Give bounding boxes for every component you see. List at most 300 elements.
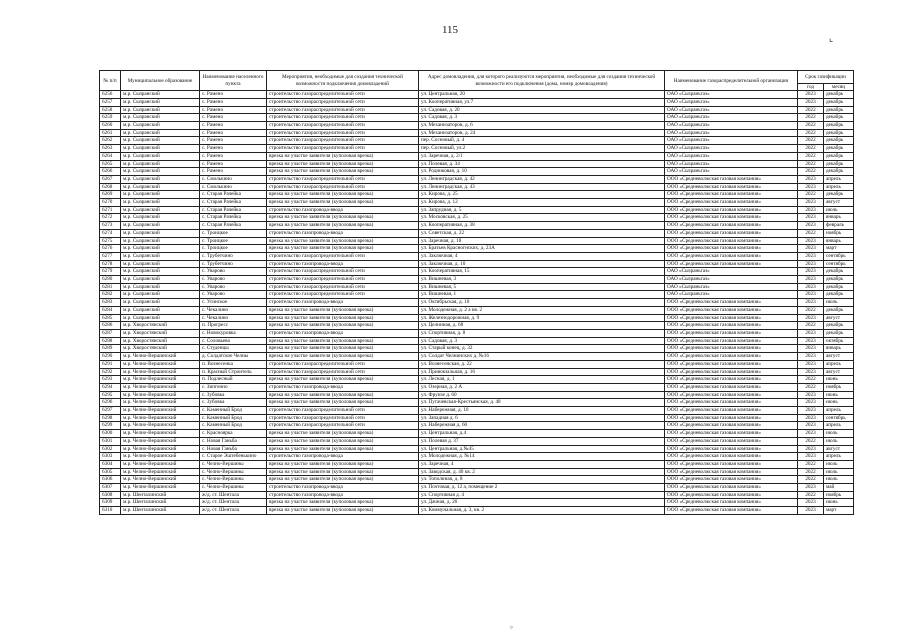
organization-cell: ООО «Средневолжская газовая компания» [665, 437, 798, 445]
year-cell: 2023 [798, 268, 824, 276]
settlement-cell: п. Красный Строитель [200, 368, 267, 376]
row-number: 6282 [100, 291, 121, 299]
row-number: 6272 [100, 214, 121, 222]
measure-cell: строительство газораспределительной сети [267, 122, 419, 130]
measure-cell: строительство газораспределительной сети [267, 276, 419, 284]
table-row [100, 260, 854, 268]
organization-cell: ООО «Средневолжская газовая компания» [665, 229, 798, 237]
year-cell: 2023 [798, 507, 824, 515]
row-number: 6269 [100, 191, 121, 199]
year-cell: 2023 [798, 445, 824, 453]
address-cell: ул. Привокзальная, д. 16 [419, 368, 665, 376]
municipality-cell: м.р. Сызранский [121, 206, 200, 214]
measure-cell: врезка на участке заявителя (куполовая врезка) [267, 152, 419, 160]
settlement-cell: с. Рамено [200, 137, 267, 145]
month-cell: декабрь [824, 330, 854, 338]
address-cell: ул. Садовая, д. 3 [419, 337, 665, 345]
year-cell: 2023 [798, 422, 824, 430]
address-cell: ул. Солдат Челнинских д. №16 [419, 353, 665, 361]
settlement-cell: с. Старая Рачейка [200, 214, 267, 222]
municipality-cell: м.р. Сызранский [121, 160, 200, 168]
municipality-cell: м.р. Сызранский [121, 152, 200, 160]
row-number: 6264 [100, 152, 121, 160]
table-row [100, 353, 854, 361]
organization-cell: ООО «Средневолжская газовая компания» [665, 337, 798, 345]
row-number: 6302 [100, 445, 121, 453]
settlement-cell: ж/д. ст. Шентала [200, 491, 267, 499]
table-row [100, 183, 854, 191]
year-cell: 2023 [798, 414, 824, 422]
month-cell: март [824, 245, 854, 253]
address-cell: ул. Лесная, д. 1 [419, 376, 665, 384]
organization-cell: ООО «Средневолжская газовая компания» [665, 175, 798, 183]
row-number: 6288 [100, 337, 121, 345]
table-row [100, 98, 854, 106]
address-cell: ул. Старый конец, д. 32 [419, 345, 665, 353]
row-number: 6286 [100, 322, 121, 330]
organization-cell: ООО «Средневолжская газовая компания» [665, 222, 798, 230]
row-number: 6273 [100, 222, 121, 230]
municipality-cell: м.р. Челно-Вершинский [121, 468, 200, 476]
settlement-cell: с. Трубетчино [200, 252, 267, 260]
year-cell: 2023 [798, 183, 824, 191]
address-cell: ул. Механизаторов, д. 6 [419, 122, 665, 130]
year-cell: 2023 [798, 91, 824, 99]
address-cell: ул. Кооперативная, 15 [419, 268, 665, 276]
address-cell: ул. Кооперативная, ул.7 [419, 98, 665, 106]
municipality-cell: м.р. Челно-Вершинский [121, 445, 200, 453]
municipality-cell: м.р. Сызранский [121, 283, 200, 291]
row-number: 6285 [100, 314, 121, 322]
row-number: 6303 [100, 453, 121, 461]
row-number: 6289 [100, 345, 121, 353]
organization-cell: ОАО «Сызраньгаз» [665, 129, 798, 137]
month-cell: декабрь [824, 283, 854, 291]
row-number: 6257 [100, 98, 121, 106]
month-cell: апрель [824, 175, 854, 183]
municipality-cell: м.р. Сызранский [121, 260, 200, 268]
month-cell: январь [824, 214, 854, 222]
year-cell: 2023 [798, 360, 824, 368]
row-number: 6268 [100, 183, 121, 191]
measure-cell: строительство газораспределительной сети [267, 252, 419, 260]
table-row [100, 206, 854, 214]
address-cell: ул. Вознесенская, д. 22 [419, 360, 665, 368]
row-number: 6305 [100, 468, 121, 476]
address-cell: ул. Тополиная, д. 8 [419, 476, 665, 484]
measure-cell: строительство газораспределительной сети [267, 175, 419, 183]
table-row [100, 283, 854, 291]
row-number: 6294 [100, 383, 121, 391]
organization-cell: ООО «Средневолжская газовая компания» [665, 453, 798, 461]
measure-cell: строительство газораспределительной сети [267, 291, 419, 299]
measure-cell: строительство газораспределительной сети [267, 283, 419, 291]
organization-cell: ОАО «Сызраньгаз» [665, 168, 798, 176]
year-cell: 2023 [798, 499, 824, 507]
header-measure: Мероприятия, необходимые для создания технической возможности подключения домовладений [267, 71, 419, 91]
year-cell: 2023 [798, 252, 824, 260]
municipality-cell: м.р. Сызранский [121, 268, 200, 276]
row-number: 6310 [100, 507, 121, 515]
month-cell: июль [824, 468, 854, 476]
row-number: 6259 [100, 114, 121, 122]
settlement-cell: п. Вознесенка [200, 360, 267, 368]
table-row [100, 314, 854, 322]
row-number: 6270 [100, 199, 121, 207]
municipality-cell: м.р. Сызранский [121, 106, 200, 114]
municipality-cell: м.р. Челно-Вершинский [121, 430, 200, 438]
scan-mark: ° [510, 625, 513, 633]
organization-cell: ОАО «Сызраньгаз» [665, 283, 798, 291]
address-cell: ул. Заводская, д. 40 кв. 2 [419, 468, 665, 476]
settlement-cell: с. Смолькино [200, 183, 267, 191]
municipality-cell: м.р. Сызранский [121, 114, 200, 122]
table-row [100, 460, 854, 468]
settlement-cell: с. Красноярка [200, 430, 267, 438]
settlement-cell: с. Чекалино [200, 314, 267, 322]
table-row [100, 453, 854, 461]
month-cell: декабрь [824, 322, 854, 330]
organization-cell: ООО «Средневолжская газовая компания» [665, 360, 798, 368]
table-row [100, 368, 854, 376]
month-cell: сентябрь [824, 252, 854, 260]
municipality-cell: м.р. Шенталинский [121, 499, 200, 507]
header-address: Адрес домовладения, для которого реализуются мероприятия, необходимые для создания технической возможности его подключения (дома, номер домовладения) [419, 71, 665, 91]
month-cell: июль [824, 437, 854, 445]
row-number: 6263 [100, 145, 121, 153]
table-row [100, 191, 854, 199]
municipality-cell: м.р. Хворостянский [121, 337, 200, 345]
measure-cell: строительство газопровода-ввода [267, 330, 419, 338]
row-number: 6258 [100, 106, 121, 114]
measure-cell: врезка на участке заявителя (куполовая врезка) [267, 430, 419, 438]
measure-cell: строительство газораспределительной сети [267, 114, 419, 122]
month-cell: апрель [824, 453, 854, 461]
year-cell: 2022 [798, 437, 824, 445]
settlement-cell: с. Рамено [200, 129, 267, 137]
measure-cell: строительство газораспределительной сети [267, 106, 419, 114]
municipality-cell: м.р. Шенталинский [121, 491, 200, 499]
organization-cell: ООО «Средневолжская газовая компания» [665, 214, 798, 222]
month-cell: декабрь [824, 122, 854, 130]
year-cell: 2023 [798, 353, 824, 361]
year-cell: 2023 [798, 314, 824, 322]
address-cell: ул. Железнодорожная, д. 9 [419, 314, 665, 322]
month-cell: август [824, 445, 854, 453]
measure-cell: врезка на участке заявителя (куполовая врезка) [267, 237, 419, 245]
measure-cell: врезка на участке заявителя (куполовая врезка) [267, 437, 419, 445]
organization-cell: ООО «Средневолжская газовая компания» [665, 199, 798, 207]
table-row [100, 376, 854, 384]
table-row [100, 106, 854, 114]
row-number: 6278 [100, 260, 121, 268]
address-cell: ул. Спортивная, д. 8 [419, 330, 665, 338]
address-cell: ул. Заречная, д. 2/1 [419, 152, 665, 160]
address-cell: ул. Коммунальная, д. 3, кв. 2 [419, 507, 665, 515]
address-cell: ул. Садовая, д. 20 [419, 106, 665, 114]
municipality-cell: м.р. Сызранский [121, 214, 200, 222]
month-cell: июль [824, 430, 854, 438]
row-number: 6295 [100, 391, 121, 399]
municipality-cell: м.р. Сызранский [121, 122, 200, 130]
row-number: 6308 [100, 491, 121, 499]
settlement-cell: с. Рамено [200, 98, 267, 106]
address-cell: ул. Заключная, 4 [419, 252, 665, 260]
municipality-cell: м.р. Сызранский [121, 237, 200, 245]
measure-cell: врезка на участке заявителя (куполовая врезка) [267, 391, 419, 399]
year-cell: 2022 [798, 145, 824, 153]
table-row [100, 168, 854, 176]
month-cell: декабрь [824, 145, 854, 153]
address-cell: ул. Молодежная, д. №14 [419, 453, 665, 461]
municipality-cell: м.р. Сызранский [121, 191, 200, 199]
table-row [100, 345, 854, 353]
settlement-cell: с. Рамено [200, 168, 267, 176]
year-cell: 2022 [798, 229, 824, 237]
table-row [100, 414, 854, 422]
municipality-cell: м.р. Сызранский [121, 137, 200, 145]
settlement-cell: п. Прогресс [200, 322, 267, 330]
year-cell: 2023 [798, 222, 824, 230]
table-row [100, 175, 854, 183]
month-cell: декабрь [824, 291, 854, 299]
month-cell: апрель [824, 407, 854, 415]
measure-cell: врезка на участке заявителя (куполовая врезка) [267, 345, 419, 353]
month-cell: август [824, 199, 854, 207]
address-cell: ул. Механизаторов, д. 24 [419, 129, 665, 137]
year-cell: 2023 [798, 407, 824, 415]
month-cell: июнь [824, 499, 854, 507]
measure-cell: строительство газораспределительной сети [267, 145, 419, 153]
month-cell: сентябрь [824, 414, 854, 422]
address-cell: ул. Садовая, д. 3 [419, 114, 665, 122]
measure-cell: строительство газораспределительной сети [267, 360, 419, 368]
year-cell: 2022 [798, 106, 824, 114]
address-cell: ул. Пугачевская-Крестьянская, д. 48 [419, 399, 665, 407]
row-number: 6301 [100, 437, 121, 445]
table-row [100, 306, 854, 314]
table-row [100, 391, 854, 399]
organization-cell: ООО «Средневолжская газовая компания» [665, 306, 798, 314]
measure-cell: строительство газораспределительной сети [267, 422, 419, 430]
table-row [100, 407, 854, 415]
measure-cell: врезка на участке заявителя (куполовая врезка) [267, 191, 419, 199]
measure-cell: врезка на участке заявителя (куполовая врезка) [267, 245, 419, 253]
address-cell: ул. Кирова, д. 25 [419, 191, 665, 199]
month-cell: май [824, 484, 854, 492]
municipality-cell: м.р. Челно-Вершинский [121, 422, 200, 430]
settlement-cell: с. Новая Ганьба [200, 445, 267, 453]
municipality-cell: м.р. Сызранский [121, 252, 200, 260]
measure-cell: строительство газопровода-ввода [267, 260, 419, 268]
year-cell: 2023 [798, 299, 824, 307]
organization-cell: ООО «Средневолжская газовая компания» [665, 252, 798, 260]
row-number: 6271 [100, 206, 121, 214]
table-row [100, 152, 854, 160]
month-cell: март [824, 507, 854, 515]
measure-cell: врезка на участке заявителя (куполовая врезка) [267, 476, 419, 484]
table-row [100, 268, 854, 276]
municipality-cell: м.р. Хворостянский [121, 330, 200, 338]
measure-cell: врезка на участке заявителя (куполовая врезка) [267, 460, 419, 468]
row-number: 6298 [100, 414, 121, 422]
address-cell: ул. Полевая, д. 34 [419, 160, 665, 168]
table-row [100, 122, 854, 130]
month-cell: декабрь [824, 106, 854, 114]
settlement-cell: с. Зипгеино [200, 383, 267, 391]
address-cell: ул. Ленинградская, д. 43 [419, 183, 665, 191]
measure-cell: врезка на участке заявителя (куполовая врезка) [267, 376, 419, 384]
organization-cell: ООО «Средневолжская газовая компания» [665, 345, 798, 353]
year-cell: 2023 [798, 98, 824, 106]
row-number: 6291 [100, 360, 121, 368]
table-row [100, 507, 854, 515]
organization-cell: ООО «Средневолжская газовая компания» [665, 491, 798, 499]
row-number: 6290 [100, 353, 121, 361]
year-cell: 2022 [798, 191, 824, 199]
settlement-cell: с. Каменный Брод [200, 407, 267, 415]
organization-cell: ООО «Средневолжская газовая компания» [665, 299, 798, 307]
municipality-cell: м.р. Челно-Вершинский [121, 353, 200, 361]
settlement-cell: с. Рамено [200, 106, 267, 114]
table-row [100, 145, 854, 153]
address-cell: ул. Кооперативная, д. 38 [419, 222, 665, 230]
row-number: 6284 [100, 306, 121, 314]
municipality-cell: м.р. Челно-Вершинский [121, 383, 200, 391]
settlement-cell: с. Каменный Брод [200, 414, 267, 422]
organization-cell: ООО «Средневолжская газовая компания» [665, 507, 798, 515]
year-cell: 2022 [798, 122, 824, 130]
settlement-cell: с. Зубовка [200, 391, 267, 399]
settlement-cell: с. Трубетчино [200, 260, 267, 268]
month-cell: декабрь [824, 129, 854, 137]
settlement-cell: с. Челно-Вершины [200, 460, 267, 468]
row-number: 6262 [100, 137, 121, 145]
table-row [100, 114, 854, 122]
month-cell: ноябрь [824, 491, 854, 499]
measure-cell: строительство газопровода-ввода [267, 484, 419, 492]
municipality-cell: м.р. Челно-Вершинский [121, 437, 200, 445]
organization-cell: ООО «Средневолжская газовая компания» [665, 245, 798, 253]
municipality-cell: м.р. Челно-Вершинский [121, 407, 200, 415]
municipality-cell: м.р. Сызранский [121, 306, 200, 314]
year-cell: 2023 [798, 484, 824, 492]
row-number: 6276 [100, 245, 121, 253]
measure-cell: врезка на участке заявителя (куполовая врезка) [267, 507, 419, 515]
table-body [100, 91, 854, 515]
year-cell: 2023 [798, 206, 824, 214]
municipality-cell: м.р. Челно-Вершинский [121, 414, 200, 422]
row-number: 6265 [100, 160, 121, 168]
month-cell: апрель [824, 183, 854, 191]
settlement-cell: с. Уварово [200, 268, 267, 276]
settlement-cell: с. Челно-Вершины [200, 468, 267, 476]
address-cell: ул. Центральная, д.4 [419, 430, 665, 438]
row-number: 6293 [100, 376, 121, 384]
municipality-cell: м.р. Челно-Вершинский [121, 453, 200, 461]
municipality-cell: м.р. Сызранский [121, 199, 200, 207]
organization-cell: ООО «Средневолжская газовая компания» [665, 314, 798, 322]
organization-cell: ООО «Средневолжская газовая компания» [665, 330, 798, 338]
month-cell: декабрь [824, 137, 854, 145]
organization-cell: ООО «Средневолжская газовая компания» [665, 460, 798, 468]
settlement-cell: с. Старая Рачейка [200, 222, 267, 230]
row-number: 6267 [100, 175, 121, 183]
address-cell: ул. Заречная, 4 [419, 460, 665, 468]
year-cell: 2023 [798, 276, 824, 284]
settlement-cell: с. Троицкое [200, 229, 267, 237]
settlement-cell: с. Уварово [200, 291, 267, 299]
header-deadline: Срок газификации [798, 71, 854, 84]
address-cell: ул. Заключная, д. 10 [419, 260, 665, 268]
address-cell: ул. Советская, д. 22 [419, 229, 665, 237]
table-row [100, 129, 854, 137]
measure-cell: врезка на участке заявителя (куполовая врезка) [267, 214, 419, 222]
address-cell: ул. Московская, д. 25 [419, 214, 665, 222]
year-cell: 2023 [798, 237, 824, 245]
table-row [100, 422, 854, 430]
measure-cell: строительство газораспределительной сети [267, 414, 419, 422]
table-row [100, 245, 854, 253]
organization-cell: ООО «Средневолжская газовая компания» [665, 476, 798, 484]
table-row [100, 299, 854, 307]
row-number: 6266 [100, 168, 121, 176]
organization-cell: ОАО «Сызраньгаз» [665, 137, 798, 145]
settlement-cell: с. Старая Рачейка [200, 199, 267, 207]
municipality-cell: м.р. Сызранский [121, 299, 200, 307]
organization-cell: ОАО «Сызраньгаз» [665, 98, 798, 106]
organization-cell: ООО «Средневолжская газовая компания» [665, 499, 798, 507]
table-row [100, 229, 854, 237]
settlement-cell: с. Челно-Вершины [200, 476, 267, 484]
measure-cell: врезка на участке заявителя (куполовая врезка) [267, 499, 419, 507]
address-cell: ул. Родниковая, д. 10 [419, 168, 665, 176]
page-number: 115 [441, 24, 459, 36]
month-cell: декабрь [824, 306, 854, 314]
table-row [100, 276, 854, 284]
organization-cell: ОАО «Сызраньгаз» [665, 160, 798, 168]
year-cell: 2022 [798, 114, 824, 122]
measure-cell: строительство газораспределительной сети [267, 129, 419, 137]
header-municipality: Муниципальное образование [121, 71, 200, 91]
year-cell: 2022 [798, 322, 824, 330]
municipality-cell: м.р. Челно-Вершинский [121, 368, 200, 376]
municipality-cell: м.р. Сызранский [121, 98, 200, 106]
measure-cell: врезка на участке заявителя (куполовая врезка) [267, 353, 419, 361]
settlement-cell: д. Солдатское Челны [200, 353, 267, 361]
settlement-cell: с. Челно-Вершины [200, 484, 267, 492]
month-cell: июль [824, 460, 854, 468]
municipality-cell: м.р. Сызранский [121, 183, 200, 191]
year-cell: 2022 [798, 168, 824, 176]
row-number: 6280 [100, 276, 121, 284]
year-cell: 2023 [798, 283, 824, 291]
municipality-cell: м.р. Сызранский [121, 314, 200, 322]
year-cell: 2022 [798, 491, 824, 499]
year-cell: 2023 [798, 399, 824, 407]
month-cell: декабрь [824, 160, 854, 168]
month-cell: октябрь [824, 337, 854, 345]
row-number: 6256 [100, 91, 121, 99]
settlement-cell: с. Рамено [200, 145, 267, 153]
organization-cell: ОАО «Сызраньгаз» [665, 114, 798, 122]
row-number: 6283 [100, 299, 121, 307]
table-row [100, 484, 854, 492]
organization-cell: ОАО «Сызраньгаз» [665, 276, 798, 284]
year-cell: 2023 [798, 453, 824, 461]
organization-cell: ОАО «Сызраньгаз» [665, 268, 798, 276]
month-cell: июль [824, 476, 854, 484]
